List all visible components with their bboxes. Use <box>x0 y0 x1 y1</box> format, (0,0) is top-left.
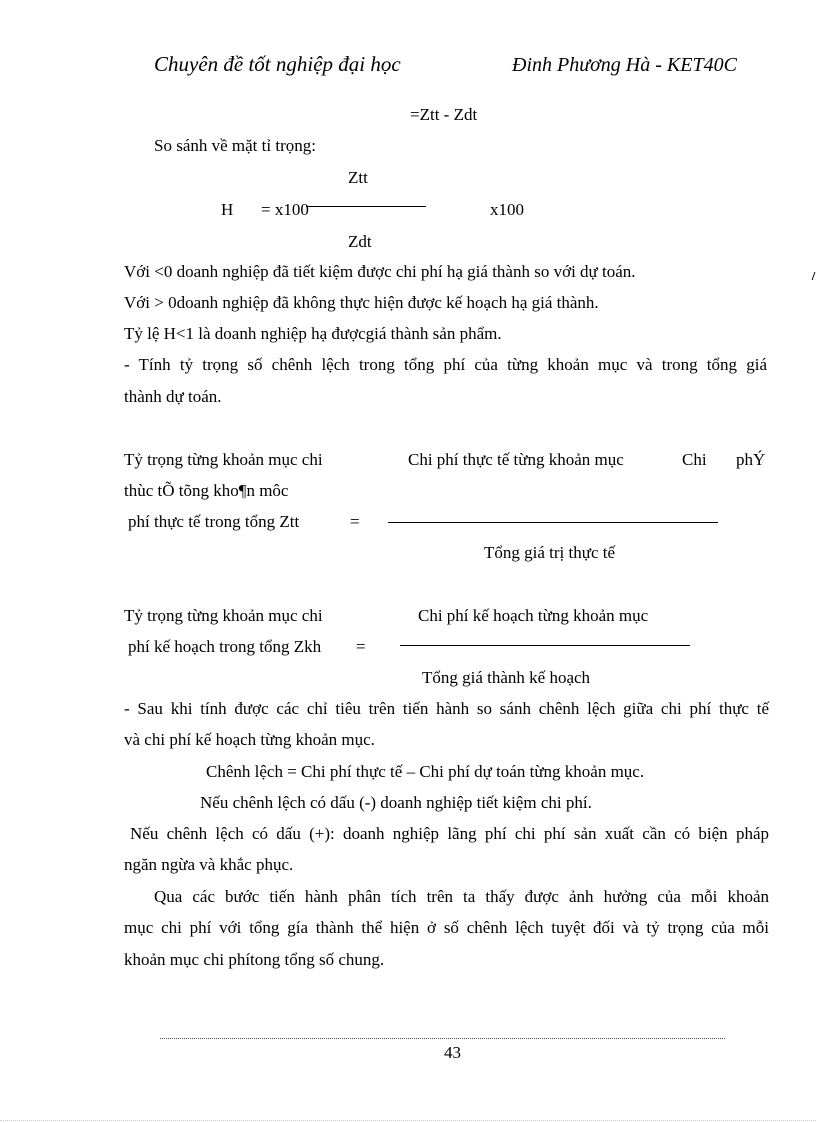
formula-label: phí thực tế trong tổng Ztt <box>128 512 300 531</box>
text-line: Với <0 doanh nghiệp đã tiết kiệm được chi phí hạ giá thành so với dự toán. <box>124 262 636 281</box>
bullet-paragraph-line: và chi phí kế hoạch từng khoản mục. <box>124 730 375 749</box>
conclusion-line: Qua các bước tiến hành phân tích trên ta thấy được ảnh hưởng của mỗi khoản <box>154 887 769 906</box>
text-line: Tỷ lệ H<1 là doanh nghiệp hạ đượcgiá thành sản phẩm. <box>124 324 502 343</box>
text-line: Với > 0doanh nghiệp đã không thực hiện được kế hoạch hạ giá thành. <box>124 293 599 312</box>
negative-difference-note: Nếu chênh lệch có dấu (-) doanh nghiệp tiết kiệm chi phí. <box>200 793 592 812</box>
formula-label: phí kế hoạch trong tổng Zkh <box>128 637 322 656</box>
formula-denominator: Zdt <box>348 232 372 251</box>
difference-definition: Chênh lệch = Chi phí thực tế – Chi phí dự toán từng khoản mục. <box>206 762 645 781</box>
bullet-paragraph-line: thành dự toán. <box>124 387 222 406</box>
formula-difference: =Ztt - Zdt <box>410 105 478 124</box>
conclusion-line: khoản mục chi phítong tổng số chung. <box>124 950 385 969</box>
scan-edge-mark <box>812 272 816 280</box>
formula-equals: = x100 <box>261 200 309 219</box>
positive-difference-line: Nếu chênh lệch có dấu (+): doanh nghiệp lãng phí chi phí sản xuất cần có biện pháp <box>130 824 769 843</box>
fraction-bar <box>306 206 426 207</box>
formula-numerator: Chi phí thực tế từng khoản mục <box>408 450 624 469</box>
conclusion-line: mục chi phí với tổng gía thành thể hiện ở số chênh lệch tuyệt đối và tỷ trọng của mỗi <box>124 918 769 937</box>
header-author: Đinh Phương Hà - KET40C <box>512 54 737 76</box>
formula-multiplier: x100 <box>490 200 524 219</box>
positive-difference-line: ngăn ngừa và khắc phục. <box>124 855 294 874</box>
formula-numerator: Chi phí kế hoạch từng khoản mục <box>418 606 649 625</box>
bullet-paragraph-line: - Tính tỷ trọng số chênh lệch trong tổng phí của từng khoản mục và trong tổng giá <box>124 355 767 374</box>
formula-extra: phÝ <box>736 450 766 469</box>
page-number: 43 <box>444 1043 461 1062</box>
formula-denominator: Tổng giá trị thực tế <box>484 543 616 562</box>
formula-equals: = <box>350 512 360 531</box>
formula-extra: Chi <box>682 450 707 469</box>
formula-numerator: Ztt <box>348 168 368 187</box>
formula-denominator: Tổng giá thành kế hoạch <box>422 668 591 687</box>
header-title: Chuyên đề tốt nghiệp đại học <box>154 52 401 76</box>
formula-label: Tỷ trọng từng khoản mục chi <box>124 450 323 469</box>
formula-label: thùc tÕ tõng kho¶n môc <box>124 481 289 500</box>
fraction-bar <box>400 645 690 646</box>
fraction-bar <box>388 522 718 523</box>
formula-lhs: H <box>221 200 234 219</box>
scan-bottom-edge <box>0 1120 816 1121</box>
bullet-paragraph-line: - Sau khi tính được các chỉ tiêu trên tiến hành so sánh chênh lệch giữa chi phí thực tế <box>124 699 769 718</box>
footer-rule <box>160 1038 725 1039</box>
formula-label: Tỷ trọng từng khoản mục chi <box>124 606 323 625</box>
formula-equals: = <box>356 637 366 656</box>
section-compare-heading: So sánh về mặt tỉ trọng: <box>154 136 316 155</box>
